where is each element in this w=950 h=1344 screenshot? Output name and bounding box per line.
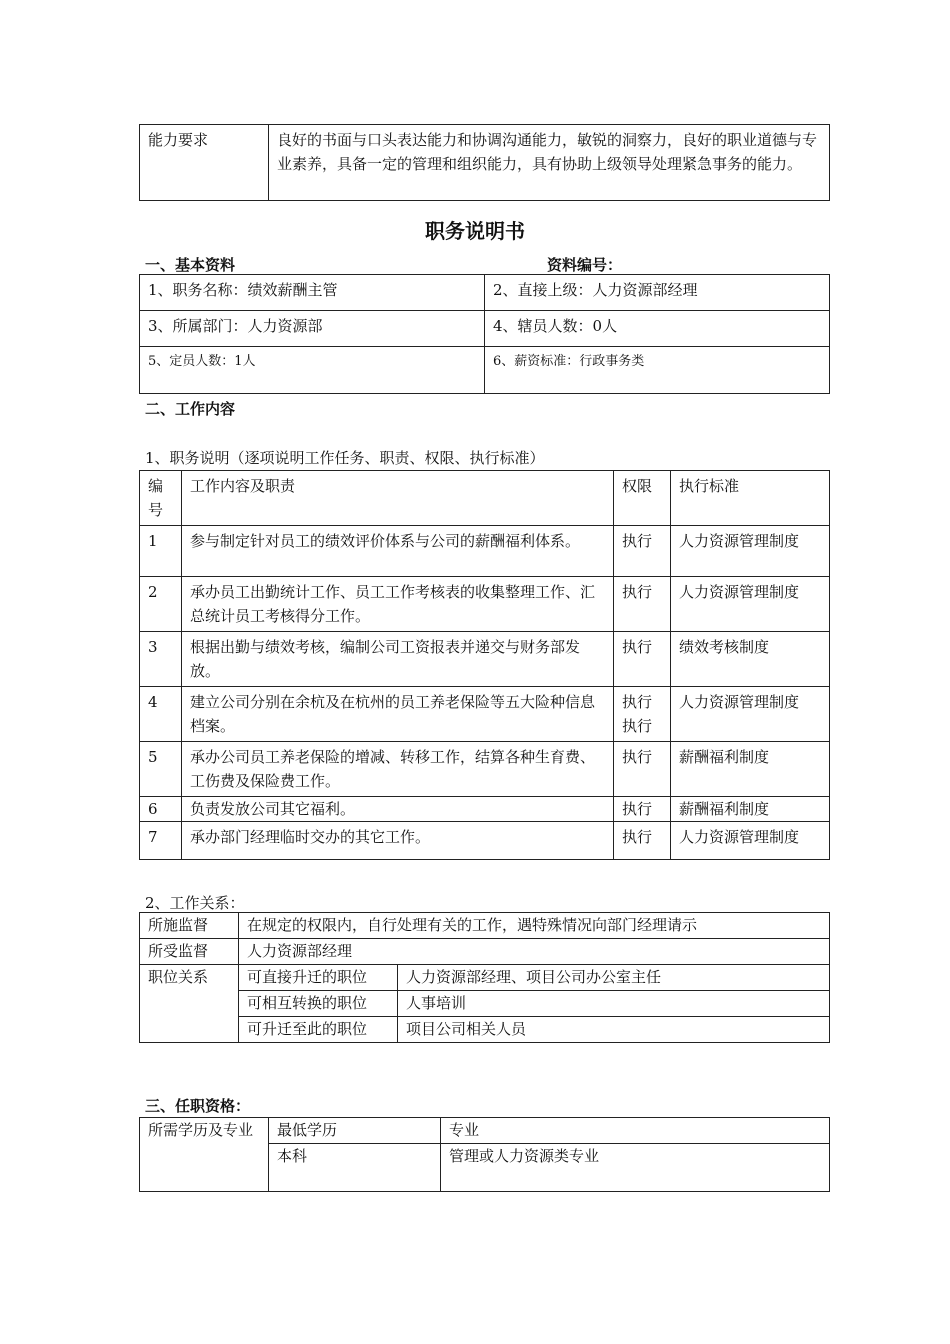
duty-auth: 执行 执行 — [614, 687, 671, 742]
position-value: 项目公司相关人员 — [398, 1017, 830, 1043]
relations-table — [139, 912, 830, 1043]
section2-heading: 二、工作内容 — [145, 400, 236, 418]
section1-heading: 一、基本资料 — [145, 256, 236, 274]
duties-header-content: 工作内容及职责 — [182, 471, 614, 526]
supervised-label: 所受监督 — [140, 939, 239, 965]
qualification-table — [139, 1117, 830, 1192]
duty-content: 建立公司分别在余杭及在杭州的员工养老保险等五大险种信息档案。 — [182, 687, 614, 742]
duty-no: 5 — [140, 742, 182, 797]
duty-std: 人力资源管理制度 — [671, 577, 830, 632]
duty-no: 2 — [140, 577, 182, 632]
duty-auth: 执行 — [614, 742, 671, 797]
relations-caption: 2、工作关系： — [145, 894, 245, 912]
ability-table — [139, 124, 830, 201]
ability-label: 能力要求 — [140, 125, 269, 201]
duties-caption: 1、职务说明（逐项说明工作任务、职责、权限、执行标准） — [145, 449, 545, 467]
duty-content: 根据出勤与绩效考核，编制公司工资报表并递交与财务部发放。 — [182, 632, 614, 687]
duty-no: 3 — [140, 632, 182, 687]
duty-content: 承办公司员工养老保险的增减、转移工作，结算各种生育费、工伤费及保险费工作。 — [182, 742, 614, 797]
duty-content: 承办部门经理临时交办的其它工作。 — [182, 822, 614, 860]
basic-info-cell: 5、定员人数：1人 — [140, 347, 485, 394]
duties-header-auth: 权限 — [614, 471, 671, 526]
duty-std: 人力资源管理制度 — [671, 526, 830, 577]
duty-std: 薪酬福利制度 — [671, 797, 830, 822]
duty-no: 4 — [140, 687, 182, 742]
major-value: 管理或人力资源类专业 — [441, 1144, 830, 1192]
duty-auth: 执行 — [614, 526, 671, 577]
duties-header-no: 编号 — [140, 471, 182, 526]
major-header: 专业 — [441, 1118, 830, 1144]
duty-auth: 执行 — [614, 797, 671, 822]
duty-no: 7 — [140, 822, 182, 860]
basic-info-cell: 2、直接上级：人力资源部经理 — [485, 275, 830, 311]
basic-info-cell: 1、职务名称：绩效薪酬主管 — [140, 275, 485, 311]
duty-auth: 执行 — [614, 632, 671, 687]
duty-content: 负责发放公司其它福利。 — [182, 797, 614, 822]
duty-auth: 执行 — [614, 822, 671, 860]
duty-auth: 执行 — [614, 577, 671, 632]
duty-std: 人力资源管理制度 — [671, 687, 830, 742]
position-value: 人事培训 — [398, 991, 830, 1017]
duty-no: 1 — [140, 526, 182, 577]
basic-info-cell: 3、所属部门：人力资源部 — [140, 311, 485, 347]
section3-heading: 三、任职资格： — [145, 1097, 251, 1115]
position-type: 可直接升迁的职位 — [239, 965, 398, 991]
position-type: 可升迁至此的职位 — [239, 1017, 398, 1043]
supervise-label: 所施监督 — [140, 913, 239, 939]
duty-no: 6 — [140, 797, 182, 822]
position-label: 职位关系 — [140, 965, 239, 1043]
code-label: 资料编号： — [547, 256, 623, 274]
min-edu-value: 本科 — [269, 1144, 441, 1192]
supervise-value: 在规定的权限内，自行处理有关的工作，遇特殊情况向部门经理请示 — [239, 913, 830, 939]
supervised-value: 人力资源部经理 — [239, 939, 830, 965]
duty-std: 薪酬福利制度 — [671, 742, 830, 797]
basic-info-table — [139, 274, 830, 394]
min-edu-header: 最低学历 — [269, 1118, 441, 1144]
ability-text: 良好的书面与口头表达能力和协调沟通能力，敏锐的洞察力，良好的职业道德与专业素养，具备一定的管理和组织能力，具有协助上级领导处理紧急事务的能力。 — [269, 125, 830, 201]
page-title: 职务说明书 — [425, 219, 525, 243]
duties-header-std: 执行标准 — [671, 471, 830, 526]
duty-std: 人力资源管理制度 — [671, 822, 830, 860]
duty-std: 绩效考核制度 — [671, 632, 830, 687]
position-value: 人力资源部经理、项目公司办公室主任 — [398, 965, 830, 991]
basic-info-cell: 6、薪资标准：行政事务类 — [485, 347, 830, 394]
basic-info-cell: 4、辖员人数：0人 — [485, 311, 830, 347]
position-type: 可相互转换的职位 — [239, 991, 398, 1017]
edu-label: 所需学历及专业 — [140, 1118, 269, 1192]
duties-table — [139, 470, 830, 860]
duty-content: 参与制定针对员工的绩效评价体系与公司的薪酬福利体系。 — [182, 526, 614, 577]
duty-content: 承办员工出勤统计工作、员工工作考核表的收集整理工作、汇总统计员工考核得分工作。 — [182, 577, 614, 632]
